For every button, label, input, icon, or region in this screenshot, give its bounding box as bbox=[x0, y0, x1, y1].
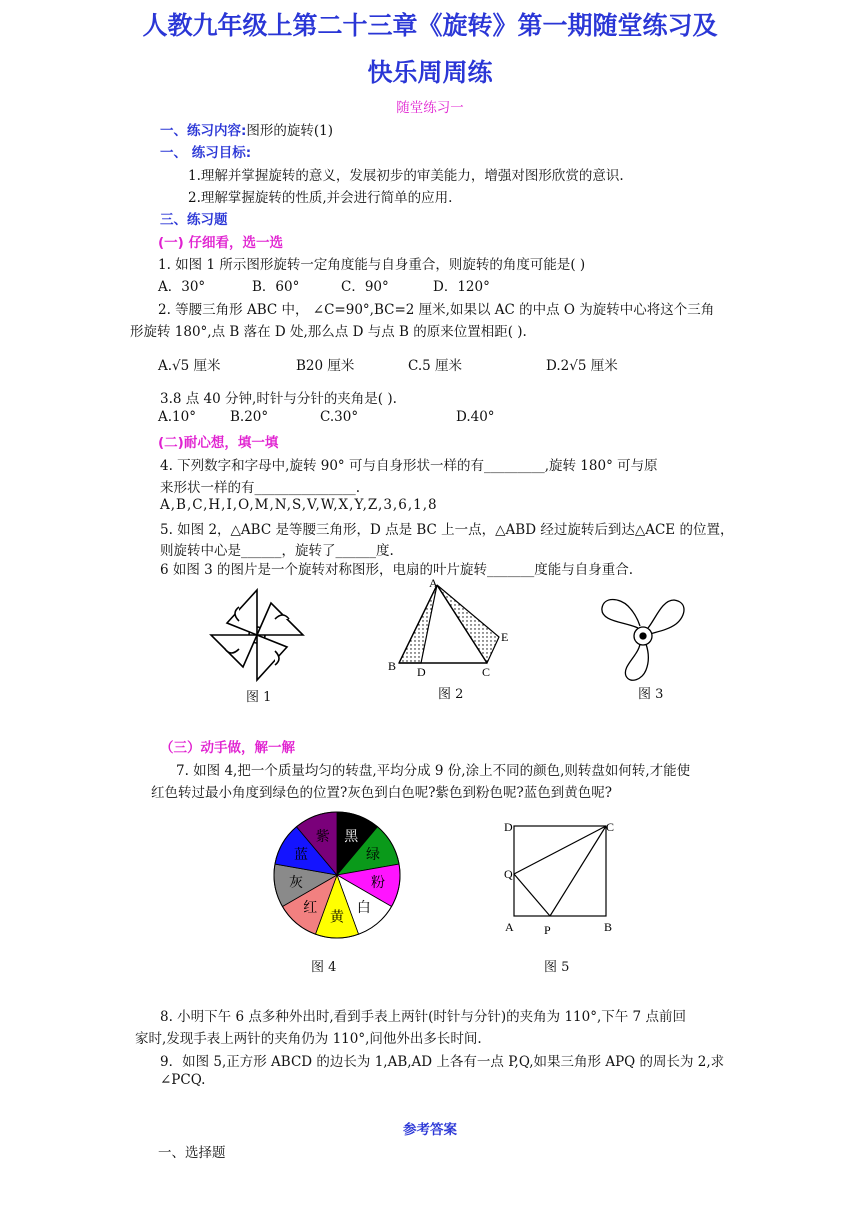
figure-3-fan bbox=[596, 592, 690, 684]
question-9-line1: 9．如图 5,正方形 ABCD 的边长为 1,AB,AD 上各有一点 P,Q,如果三角形 APQ 的周长为 2,求 bbox=[160, 1054, 725, 1070]
question-9-line2: ∠PCQ. bbox=[160, 1072, 206, 1088]
pinwheel-blade-bottom bbox=[257, 635, 287, 680]
label-a: A bbox=[429, 576, 438, 590]
wheel-label-7: 蓝 bbox=[293, 847, 308, 864]
part1-heading: (一) 仔细看，选一选 bbox=[158, 235, 284, 251]
q2-option-b: B20 厘米 bbox=[296, 358, 355, 374]
q1-option-c: C．90° bbox=[341, 279, 389, 295]
figure-5-square bbox=[500, 818, 625, 940]
label-q: Q bbox=[504, 867, 513, 881]
figure-3-caption: 图 3 bbox=[638, 687, 664, 702]
wheel-label-6: 灰 bbox=[289, 875, 304, 892]
figure-1-caption: 图 1 bbox=[246, 690, 272, 705]
figure-4-color-wheel bbox=[270, 808, 404, 942]
question-5-line1: 5. 如图 2，△ABC 是等腰三角形，D 点是 BC 上一点，△ABD 经过旋转后到达△ACE 的位置， bbox=[160, 522, 734, 538]
part2-heading: (二)耐心想，填一填 bbox=[158, 435, 279, 451]
question-3: 3.8 点 40 分钟,时针与分针的夹角是( ). bbox=[160, 391, 397, 407]
question-4-line2: 来形状一样的有_______________. bbox=[160, 480, 361, 496]
answers-heading: 参考答案 bbox=[403, 1122, 457, 1138]
goals-label: 一、 练习目标: bbox=[160, 145, 252, 161]
wheel-label-1: 绿 bbox=[366, 847, 381, 864]
segment-qc bbox=[514, 826, 606, 874]
wheel-label-4: 黄 bbox=[330, 909, 344, 926]
label-a: A bbox=[505, 920, 514, 934]
q2-option-d: D.2√5 厘米 bbox=[546, 358, 618, 374]
q1-option-a: A．30° bbox=[158, 279, 206, 295]
part3-heading: （三）动手做，解一解 bbox=[160, 740, 295, 756]
segment-qp bbox=[514, 874, 550, 916]
question-1: 1. 如图 1 所示图形旋转一定角度能与自身重合，则旋转的角度可能是( ) bbox=[158, 257, 586, 273]
label-e: E bbox=[501, 630, 509, 644]
question-4-line1: 4. 下列数字和字母中,旋转 90° 可与自身形状一样的有_________,旋转 180° 可与原 bbox=[160, 458, 658, 474]
question-5-line2: 则旋转中心是______，旋转了______度. bbox=[160, 543, 394, 559]
figure-2-triangle bbox=[385, 575, 515, 680]
goal-2: 2.理解掌握旋转的性质,并会进行简单的应用. bbox=[188, 190, 453, 206]
question-6: 6 如图 3 的图片是一个旋转对称图形，电扇的叶片旋转_______度能与自身重合. bbox=[160, 562, 634, 578]
subtitle: 随堂练习一 bbox=[396, 100, 464, 116]
answers-subheading: 一、选择题 bbox=[158, 1145, 226, 1161]
wheel-label-2: 粉 bbox=[370, 875, 385, 892]
label-d: D bbox=[417, 665, 426, 679]
segment-cp bbox=[550, 826, 606, 916]
title-line1: 人教九年级上第二十三章《旋转》第一期随堂练习及 bbox=[142, 11, 718, 40]
q1-option-b: B．60° bbox=[252, 279, 300, 295]
goal-1: 1.理解并掌握旋转的意义，发展初步的审美能力，增强对图形欣赏的意识. bbox=[188, 168, 624, 184]
figure-1-pinwheel bbox=[205, 585, 310, 685]
question-8-line1: 8. 小明下午 6 点多种外出时,看到手表上两针(时针与分针)的夹角为 110°,下午 7 点前回 bbox=[160, 1009, 686, 1025]
q1-option-d: D．120° bbox=[433, 279, 490, 295]
label-c: C bbox=[482, 665, 491, 679]
q3-option-d: D.40° bbox=[456, 409, 495, 425]
question-2-line1: 2. 等腰三角形 ABC 中， ∠C=90°,BC=2 厘米,如果以 AC 的中点 O 为旋转中心将这个三角 bbox=[158, 302, 715, 318]
q2-option-c: C.5 厘米 bbox=[408, 358, 463, 374]
content-value: 图形的旋转(1) bbox=[246, 123, 334, 139]
figure-4-caption: 图 4 bbox=[311, 960, 337, 975]
fan-blade-left bbox=[602, 600, 640, 629]
label-b: B bbox=[388, 659, 397, 673]
pinwheel-blade-top bbox=[227, 590, 257, 635]
q3-option-a: A.10° bbox=[158, 409, 196, 425]
question-2-line2: 形旋转 180°,点 B 落在 D 处,那么点 D 与点 B 的原来位置相距( ). bbox=[130, 324, 527, 340]
question-8-line2: 家时,发现手表上两针的夹角仍为 110°,问他外出多长时间. bbox=[135, 1031, 482, 1047]
label-c: C bbox=[606, 820, 615, 834]
wheel-label-8: 紫 bbox=[315, 828, 330, 845]
shaded-triangle-ace bbox=[437, 585, 499, 663]
practice-content bbox=[160, 119, 333, 139]
section-3-heading: 三、练习题 bbox=[160, 212, 228, 228]
label-b: B bbox=[604, 920, 613, 934]
figure-2-caption: 图 2 bbox=[438, 687, 464, 702]
fan-axle bbox=[640, 633, 646, 639]
title-line2: 快乐周周练 bbox=[367, 58, 493, 87]
fan-blade-bottom bbox=[625, 644, 648, 680]
content-label: 一、练习内容: bbox=[160, 123, 247, 139]
question-4-line3: A,B,C,H,I,O,M,N,S,V,W,X,Y,Z,3,6,1,8 bbox=[160, 497, 438, 513]
wheel-label-5: 红 bbox=[303, 899, 318, 916]
question-7-line1: 7. 如图 4,把一个质量均匀的转盘,平均分成 9 份,涂上不同的颜色,则转盘如何转,才能使 bbox=[176, 763, 691, 779]
figure-5-caption: 图 5 bbox=[544, 960, 570, 975]
q2-option-a: A.√5 厘米 bbox=[158, 358, 221, 374]
question-7-line2: 红色转过最小角度到绿色的位置?灰色到白色呢?紫色到粉色呢?蓝色到黄色呢? bbox=[151, 785, 612, 801]
q3-option-c: C.30° bbox=[320, 409, 359, 425]
square-abcd bbox=[514, 826, 606, 916]
label-p: P bbox=[544, 923, 551, 937]
wheel-label-3: 白 bbox=[356, 899, 371, 916]
label-d: D bbox=[504, 820, 513, 834]
fan-blade-right bbox=[648, 600, 684, 634]
wheel-label-0: 黑 bbox=[344, 828, 359, 845]
q3-option-b: B.20° bbox=[230, 409, 269, 425]
